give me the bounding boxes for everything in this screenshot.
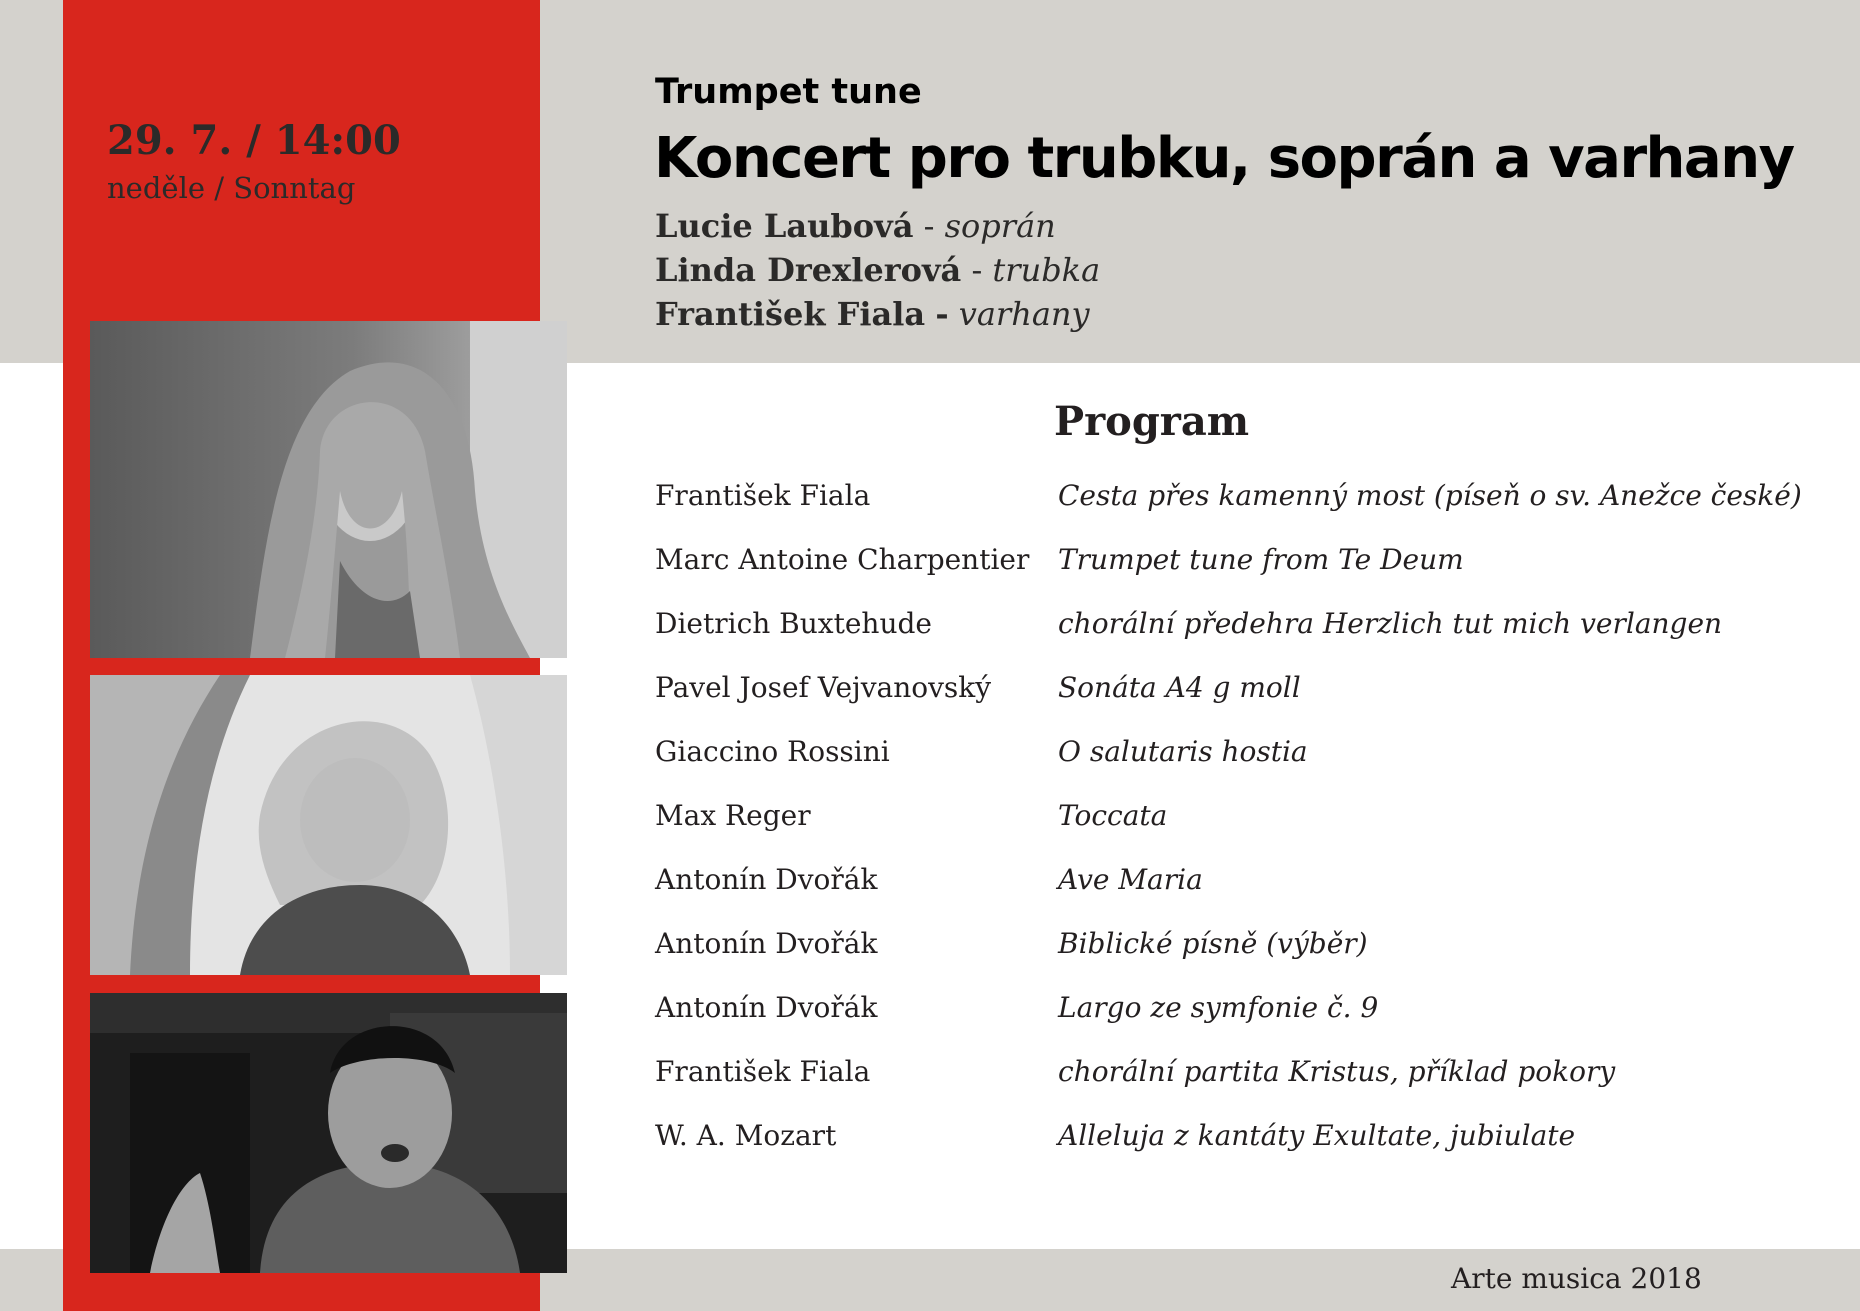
program-work: Alleluja z kantáty Exultate, jubiulate <box>1058 1119 1576 1152</box>
program-work: chorální partita Kristus, příklad pokory <box>1058 1055 1616 1088</box>
program-work: Ave Maria <box>1058 863 1203 896</box>
program-composer: Giaccino Rossini <box>655 735 890 768</box>
program-item <box>655 598 1805 662</box>
photo-organist <box>90 993 567 1273</box>
program-work: Sonáta A4 g moll <box>1058 671 1301 704</box>
program-composer: Max Reger <box>655 799 811 832</box>
program-composer: Antonín Dvořák <box>655 991 878 1024</box>
performer: František Fiala - varhany <box>655 295 1090 333</box>
performer-name: Linda Drexlerová <box>655 251 962 289</box>
program-item <box>655 1046 1805 1110</box>
program-work: Cesta přes kamenný most (píseň o sv. Anežce české) <box>1058 479 1802 512</box>
photo-soprano <box>90 321 567 658</box>
program-composer: W. A. Mozart <box>655 1119 837 1152</box>
program-item <box>655 470 1805 534</box>
performer: Lucie Laubová - soprán <box>655 207 1056 245</box>
program-work: chorální předehra Herzlich tut mich verlangen <box>1058 607 1723 640</box>
performer-name: Lucie Laubová <box>655 207 914 245</box>
concert-subtitle: Trumpet tune <box>655 72 922 112</box>
program-item <box>655 918 1805 982</box>
program-composer: Pavel Josef Vejvanovský <box>655 671 992 704</box>
program-list <box>655 470 1805 1174</box>
program-item <box>655 790 1805 854</box>
program-item <box>655 534 1805 598</box>
program-item <box>655 662 1805 726</box>
performer-role: varhany <box>958 295 1090 333</box>
program-composer: Marc Antoine Charpentier <box>655 543 1030 576</box>
program-composer: Antonín Dvořák <box>655 863 878 896</box>
concert-title: Koncert pro trubku, soprán a varhany <box>654 126 1794 191</box>
event-date-time: 29. 7. / 14:00 <box>107 117 401 164</box>
footer-festival: Arte musica 2018 <box>1451 1262 1702 1295</box>
program-work: Trumpet tune from Te Deum <box>1058 543 1464 576</box>
event-day: neděle / Sonntag <box>107 171 356 205</box>
performer-name: František Fiala <box>655 295 926 333</box>
program-composer: Antonín Dvořák <box>655 927 878 960</box>
performers-list <box>655 204 1100 336</box>
program-work: Biblické písně (výběr) <box>1058 927 1368 960</box>
program-composer: František Fiala <box>655 479 871 512</box>
program-composer: František Fiala <box>655 1055 871 1088</box>
performer: Linda Drexlerová - trubka <box>655 251 1101 289</box>
program-composer: Dietrich Buxtehude <box>655 607 932 640</box>
program-item <box>655 726 1805 790</box>
program-work: O salutaris hostia <box>1058 735 1308 768</box>
program-item <box>655 854 1805 918</box>
program-item <box>655 982 1805 1046</box>
program-work: Largo ze symfonie č. 9 <box>1058 991 1379 1024</box>
performer-role: soprán <box>944 207 1056 245</box>
performer-role: trubka <box>992 251 1101 289</box>
program-item <box>655 1110 1805 1174</box>
program-heading: Program <box>1054 398 1250 445</box>
photo-trumpeter <box>90 675 567 975</box>
program-work: Toccata <box>1058 799 1168 832</box>
